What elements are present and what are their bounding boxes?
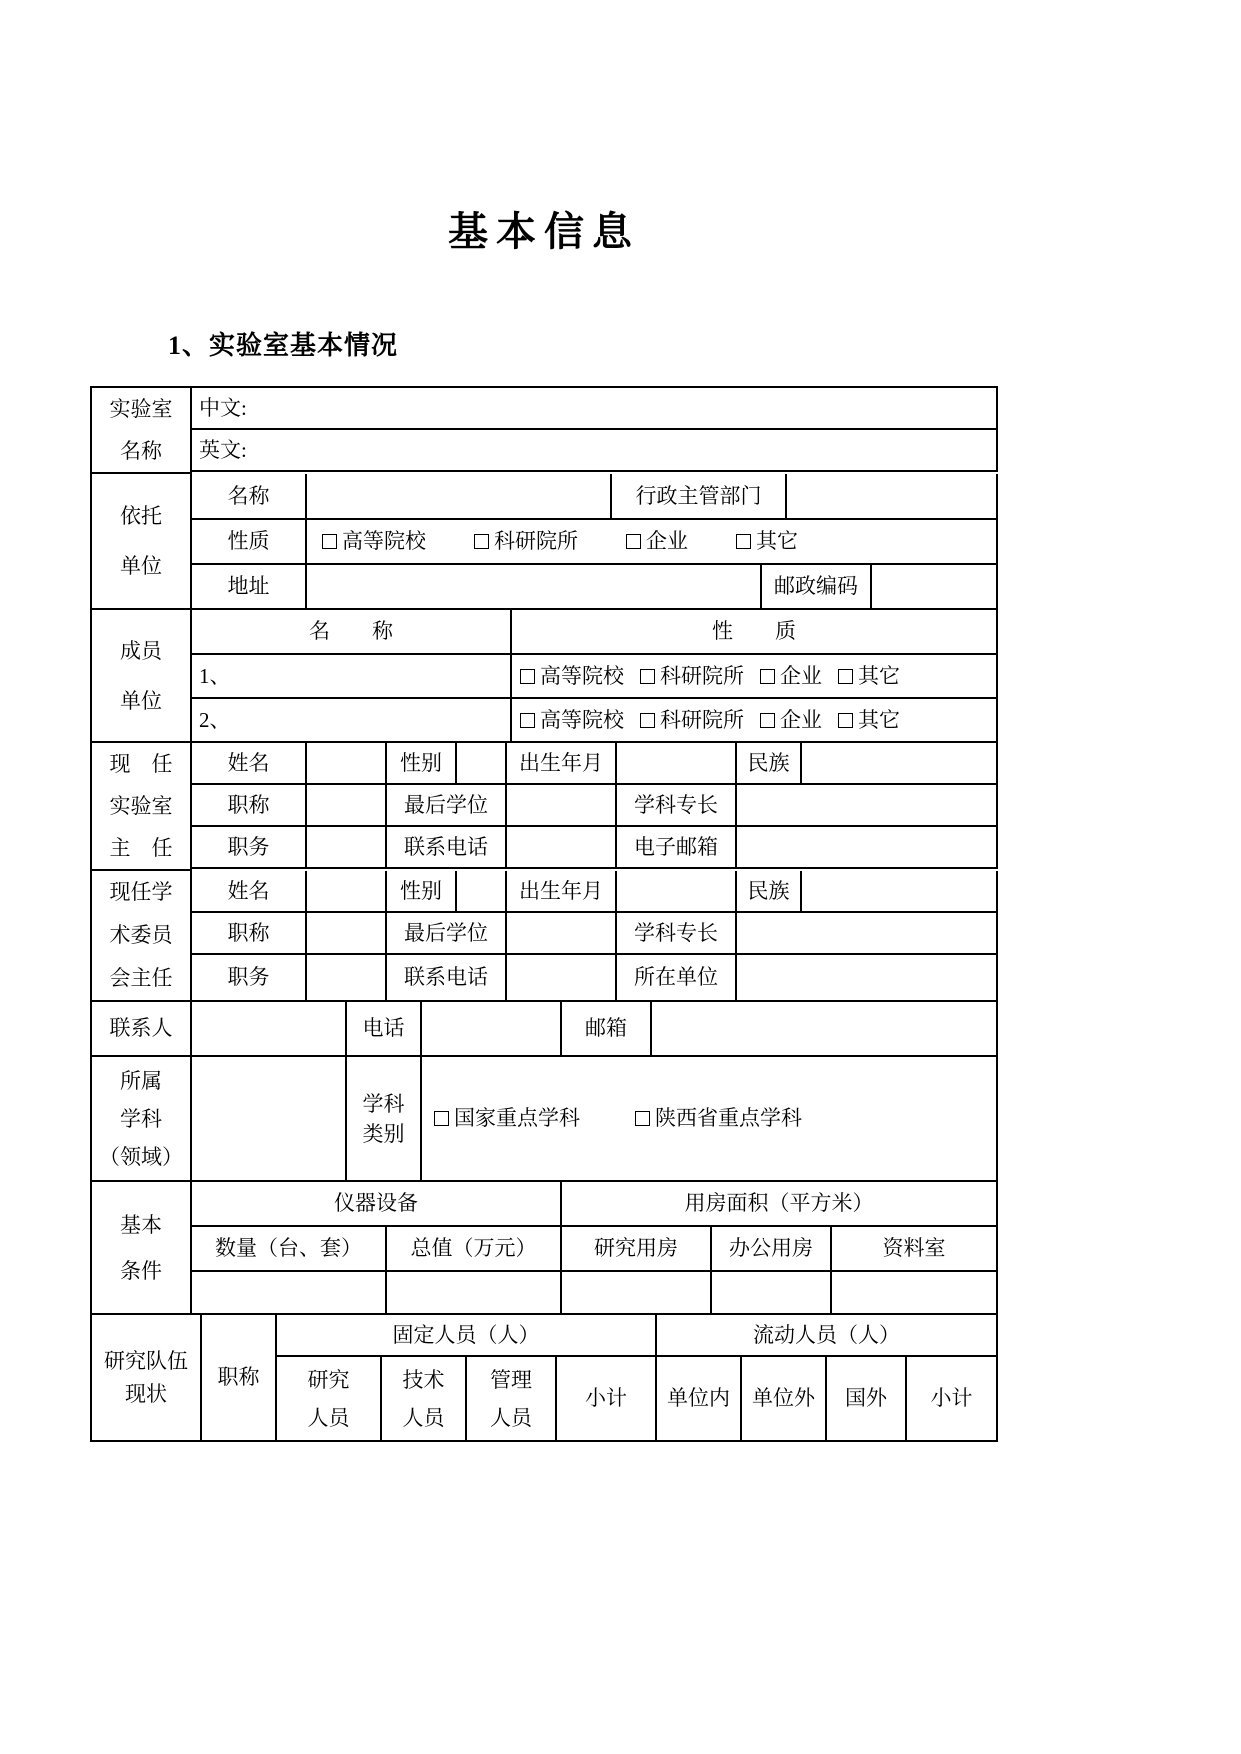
member-nature-header: 性 质 bbox=[512, 610, 998, 655]
checkbox-label: 其它 bbox=[858, 707, 900, 732]
label-line: 现 任 bbox=[109, 752, 173, 776]
checkbox-university[interactable] bbox=[520, 707, 624, 733]
area-header: 用房面积（平方米） bbox=[562, 1182, 998, 1227]
checkbox-label: 企业 bbox=[780, 663, 822, 688]
lab-basic-info-table bbox=[90, 386, 998, 1442]
equipment-value-input[interactable] bbox=[387, 1272, 562, 1315]
label-line: 实验室 bbox=[109, 397, 173, 421]
lab-director-birth-input[interactable] bbox=[617, 743, 737, 785]
member-units-body bbox=[192, 610, 998, 743]
address-label: 地址 bbox=[192, 565, 307, 610]
english-label: 英文: bbox=[199, 437, 247, 462]
lab-director-email-input[interactable] bbox=[737, 827, 998, 869]
supporting-unit-address-row bbox=[192, 565, 998, 610]
checkbox-label: 科研院所 bbox=[660, 663, 744, 688]
label-line: 单位 bbox=[120, 688, 162, 713]
member-units-row-label bbox=[92, 610, 192, 743]
label-line: 人员 bbox=[402, 1405, 445, 1430]
checkbox-national-key-discipline[interactable] bbox=[434, 1105, 580, 1131]
lab-director-phone-input[interactable] bbox=[507, 827, 617, 869]
basic-conditions-header-row bbox=[192, 1182, 998, 1227]
checkbox-label: 其它 bbox=[756, 529, 798, 554]
label-line: 人员 bbox=[307, 1405, 350, 1430]
supporting-unit-body bbox=[192, 474, 998, 610]
checkbox-label: 企业 bbox=[780, 707, 822, 732]
equipment-header: 仪器设备 bbox=[192, 1182, 562, 1227]
checkbox-other[interactable] bbox=[838, 707, 900, 733]
personnel-type-header-row bbox=[277, 1315, 998, 1357]
supporting-unit-nature-row bbox=[192, 520, 998, 565]
lab-director-title-label: 职称 bbox=[192, 785, 307, 827]
label-line: 会主任 bbox=[109, 966, 173, 990]
row-group-member-units bbox=[92, 610, 998, 743]
basic-conditions-label-row bbox=[192, 1227, 998, 1272]
team-title-header: 职称 bbox=[202, 1315, 277, 1442]
checkbox-label: 国家重点学科 bbox=[454, 1106, 580, 1131]
reference-room-label: 资料室 bbox=[832, 1227, 998, 1272]
supporting-unit-row-label bbox=[92, 474, 192, 610]
label-line: 学科 bbox=[362, 1091, 405, 1116]
checkbox-label: 科研院所 bbox=[660, 707, 744, 732]
committee-director-name-input[interactable] bbox=[307, 871, 387, 913]
supporting-unit-name-row bbox=[192, 474, 998, 520]
label-line: 名称 bbox=[120, 439, 162, 463]
chinese-label: 中文: bbox=[199, 395, 247, 420]
lab-director-gender-input[interactable] bbox=[457, 743, 507, 785]
member-unit-1-nature-options bbox=[512, 655, 998, 699]
outside-unit-header: 单位外 bbox=[742, 1357, 827, 1442]
admin-dept-input[interactable] bbox=[787, 474, 998, 520]
checkbox-research-institute[interactable] bbox=[640, 663, 744, 689]
reference-room-input[interactable] bbox=[832, 1272, 998, 1315]
committee-director-unit-label: 所在单位 bbox=[617, 955, 737, 1002]
committee-director-degree-input[interactable] bbox=[507, 913, 617, 955]
member-unit-2-nature-options bbox=[512, 699, 998, 743]
checkbox-icon[interactable] bbox=[838, 669, 853, 684]
label-line: 人员 bbox=[490, 1405, 532, 1430]
basic-conditions-row-label bbox=[92, 1182, 192, 1315]
research-team-columns bbox=[277, 1315, 998, 1442]
label-line: 技术 bbox=[402, 1367, 445, 1392]
lab-director-ethnicity-input[interactable] bbox=[802, 743, 998, 785]
committee-director-specialty-label: 学科专长 bbox=[617, 913, 737, 955]
inside-unit-header: 单位内 bbox=[657, 1357, 742, 1442]
committee-director-birth-label: 出生年月 bbox=[507, 871, 617, 913]
member-unit-1-row bbox=[192, 655, 998, 699]
abroad-header: 国外 bbox=[827, 1357, 907, 1442]
lab-director-ethnicity-label: 民族 bbox=[737, 743, 802, 785]
label-line: 实验室 bbox=[109, 794, 173, 818]
lab-director-name-label: 姓名 bbox=[192, 743, 307, 785]
member-name-header: 名 称 bbox=[192, 610, 512, 655]
lab-name-chinese-field[interactable] bbox=[192, 388, 998, 430]
research-personnel-header bbox=[277, 1357, 382, 1442]
lab-director-specialty-label: 学科专长 bbox=[617, 785, 737, 827]
basic-conditions-input-row bbox=[192, 1272, 998, 1315]
checkbox-enterprise[interactable] bbox=[760, 707, 822, 733]
row-group-committee-director bbox=[92, 871, 998, 1002]
lab-name-chinese-row bbox=[192, 388, 998, 430]
lab-director-body bbox=[192, 743, 998, 871]
row-group-research-team bbox=[92, 1315, 998, 1442]
label-line: 主 任 bbox=[109, 836, 173, 860]
technical-personnel-header bbox=[382, 1357, 467, 1442]
row-group-lab-director bbox=[92, 743, 998, 871]
checkbox-icon[interactable] bbox=[838, 713, 853, 728]
personnel-subcolumn-row bbox=[277, 1357, 998, 1442]
committee-director-title-label: 职称 bbox=[192, 913, 307, 955]
checkbox-icon[interactable] bbox=[640, 713, 655, 728]
contact-email-label: 邮箱 bbox=[562, 1002, 652, 1057]
label-line: 依托 bbox=[120, 504, 162, 528]
row-group-supporting-unit bbox=[92, 474, 998, 610]
label-line: 现状 bbox=[125, 1381, 167, 1406]
page-title: 基本信息 bbox=[448, 209, 640, 254]
office-room-input[interactable] bbox=[712, 1272, 832, 1315]
checkbox-icon[interactable] bbox=[434, 1111, 449, 1126]
checkbox-university[interactable] bbox=[322, 528, 426, 554]
committee-director-row-3 bbox=[192, 955, 998, 1002]
equipment-quantity-label: 数量（台、套） bbox=[192, 1227, 387, 1272]
committee-director-birth-input[interactable] bbox=[617, 871, 737, 913]
checkbox-research-institute[interactable] bbox=[640, 707, 744, 733]
checkbox-shaanxi-key-discipline[interactable] bbox=[635, 1105, 802, 1131]
row-group-discipline bbox=[92, 1057, 998, 1182]
label-line: 条件 bbox=[120, 1258, 162, 1283]
discipline-body bbox=[192, 1057, 998, 1182]
lab-director-position-input[interactable] bbox=[307, 827, 387, 869]
contact-phone-label: 电话 bbox=[347, 1002, 422, 1057]
member-unit-2-name-field[interactable] bbox=[192, 699, 512, 743]
address-input[interactable] bbox=[307, 565, 762, 610]
lab-director-degree-label: 最后学位 bbox=[387, 785, 507, 827]
checkbox-university[interactable] bbox=[520, 663, 624, 689]
lab-director-birth-label: 出生年月 bbox=[507, 743, 617, 785]
checkbox-icon[interactable] bbox=[520, 713, 535, 728]
committee-director-degree-label: 最后学位 bbox=[387, 913, 507, 955]
label-line: 类别 bbox=[362, 1121, 405, 1146]
label-line: 学科 bbox=[120, 1106, 162, 1131]
office-room-label: 办公用房 bbox=[712, 1227, 832, 1272]
discipline-category-options bbox=[422, 1057, 998, 1182]
equipment-quantity-input[interactable] bbox=[192, 1272, 387, 1315]
fixed-personnel-header: 固定人员（人） bbox=[277, 1315, 657, 1357]
member-unit-2-index: 2、 bbox=[199, 707, 231, 732]
committee-director-ethnicity-input[interactable] bbox=[802, 871, 998, 913]
lab-director-name-input[interactable] bbox=[307, 743, 387, 785]
research-room-label: 研究用房 bbox=[562, 1227, 712, 1272]
checkbox-icon[interactable] bbox=[640, 669, 655, 684]
fixed-subtotal-header: 小计 bbox=[557, 1357, 657, 1442]
lab-director-degree-input[interactable] bbox=[507, 785, 617, 827]
lab-director-row-1 bbox=[192, 743, 998, 785]
checkbox-icon[interactable] bbox=[760, 669, 775, 684]
supporting-unit-name-label: 名称 bbox=[192, 474, 307, 520]
postcode-input[interactable] bbox=[872, 565, 998, 610]
lab-director-position-label: 职务 bbox=[192, 827, 307, 869]
mobile-personnel-header: 流动人员（人） bbox=[657, 1315, 998, 1357]
lab-name-body bbox=[192, 388, 998, 474]
checkbox-label: 高等院校 bbox=[342, 529, 426, 554]
committee-director-gender-input[interactable] bbox=[457, 871, 507, 913]
committee-director-row-2 bbox=[192, 913, 998, 955]
research-room-input[interactable] bbox=[562, 1272, 712, 1315]
label-line: 研究 bbox=[307, 1367, 350, 1392]
member-unit-1-name-field[interactable] bbox=[192, 655, 512, 699]
research-team-row-label bbox=[92, 1315, 202, 1442]
row-group-lab-name bbox=[92, 388, 998, 474]
contact-phone-input[interactable] bbox=[422, 1002, 562, 1057]
lab-director-row-3 bbox=[192, 827, 998, 869]
lab-name-english-field[interactable] bbox=[192, 430, 998, 472]
contact-email-input[interactable] bbox=[652, 1002, 998, 1057]
section-heading: 1、实验室基本情况 bbox=[168, 331, 399, 360]
supporting-unit-nature-label: 性质 bbox=[192, 520, 307, 565]
label-line: 成员 bbox=[120, 638, 162, 663]
committee-director-phone-label: 联系电话 bbox=[387, 955, 507, 1002]
committee-director-gender-label: 性别 bbox=[387, 871, 457, 913]
committee-director-title-input[interactable] bbox=[307, 913, 387, 955]
checkbox-label: 陕西省重点学科 bbox=[655, 1106, 802, 1131]
committee-director-unit-input[interactable] bbox=[737, 955, 998, 1002]
lab-director-title-input[interactable] bbox=[307, 785, 387, 827]
lab-name-row-label bbox=[92, 388, 192, 474]
checkbox-icon[interactable] bbox=[322, 534, 337, 549]
lab-director-specialty-input[interactable] bbox=[737, 785, 998, 827]
contact-row bbox=[92, 1002, 998, 1057]
checkbox-enterprise[interactable] bbox=[626, 528, 688, 554]
lab-director-gender-label: 性别 bbox=[387, 743, 457, 785]
discipline-category-label bbox=[347, 1057, 422, 1182]
mobile-subtotal-header: 小计 bbox=[907, 1357, 998, 1442]
committee-director-ethnicity-label: 民族 bbox=[737, 871, 802, 913]
checkbox-icon[interactable] bbox=[736, 534, 751, 549]
supporting-unit-nature-options bbox=[307, 520, 998, 565]
member-units-header-row bbox=[192, 610, 998, 655]
committee-director-specialty-input[interactable] bbox=[737, 913, 998, 955]
label-line: 现任学 bbox=[109, 880, 173, 904]
checkbox-icon[interactable] bbox=[760, 713, 775, 728]
committee-director-body bbox=[192, 871, 998, 1002]
committee-director-row-label bbox=[92, 871, 192, 1002]
management-personnel-header bbox=[467, 1357, 557, 1442]
committee-director-position-input[interactable] bbox=[307, 955, 387, 1002]
checkbox-label: 高等院校 bbox=[540, 663, 624, 688]
row-group-basic-conditions bbox=[92, 1182, 998, 1315]
member-unit-2-row bbox=[192, 699, 998, 743]
supporting-unit-name-input[interactable] bbox=[307, 474, 612, 520]
label-line: 单位 bbox=[120, 554, 162, 578]
checkbox-other[interactable] bbox=[838, 663, 900, 689]
label-line: 所属 bbox=[120, 1068, 162, 1093]
basic-conditions-body bbox=[192, 1182, 998, 1315]
checkbox-icon[interactable] bbox=[626, 534, 641, 549]
label-line: 基本 bbox=[120, 1212, 162, 1237]
checkbox-other[interactable] bbox=[736, 528, 798, 554]
committee-director-position-label: 职务 bbox=[192, 955, 307, 1002]
checkbox-icon[interactable] bbox=[520, 669, 535, 684]
committee-director-name-label: 姓名 bbox=[192, 871, 307, 913]
label-line: 研究队伍 bbox=[104, 1348, 188, 1373]
lab-director-email-label: 电子邮箱 bbox=[617, 827, 737, 869]
postcode-label: 邮政编码 bbox=[762, 565, 872, 610]
checkbox-icon[interactable] bbox=[474, 534, 489, 549]
discipline-row-label bbox=[92, 1057, 192, 1182]
lab-director-row-2 bbox=[192, 785, 998, 827]
contact-label: 联系人 bbox=[92, 1002, 192, 1057]
committee-director-phone-input[interactable] bbox=[507, 955, 617, 1002]
committee-director-row-1 bbox=[192, 871, 998, 913]
label-line: 术委员 bbox=[109, 923, 173, 947]
discipline-field-input[interactable] bbox=[192, 1057, 347, 1182]
admin-dept-label: 行政主管部门 bbox=[612, 474, 787, 520]
member-unit-1-index: 1、 bbox=[199, 663, 231, 688]
checkbox-label: 企业 bbox=[646, 529, 688, 554]
discipline-row bbox=[192, 1057, 998, 1182]
checkbox-research-institute[interactable] bbox=[474, 528, 578, 554]
checkbox-icon[interactable] bbox=[635, 1111, 650, 1126]
research-team-body bbox=[202, 1315, 998, 1442]
checkbox-label: 科研院所 bbox=[494, 529, 578, 554]
lab-director-row-label bbox=[92, 743, 192, 871]
lab-name-english-row bbox=[192, 430, 998, 472]
label-line: 管理 bbox=[490, 1367, 532, 1392]
checkbox-label: 高等院校 bbox=[540, 707, 624, 732]
checkbox-enterprise[interactable] bbox=[760, 663, 822, 689]
label-line: （领域） bbox=[99, 1144, 183, 1169]
checkbox-label: 其它 bbox=[858, 663, 900, 688]
lab-director-phone-label: 联系电话 bbox=[387, 827, 507, 869]
contact-name-input[interactable] bbox=[192, 1002, 347, 1057]
equipment-value-label: 总值（万元） bbox=[387, 1227, 562, 1272]
